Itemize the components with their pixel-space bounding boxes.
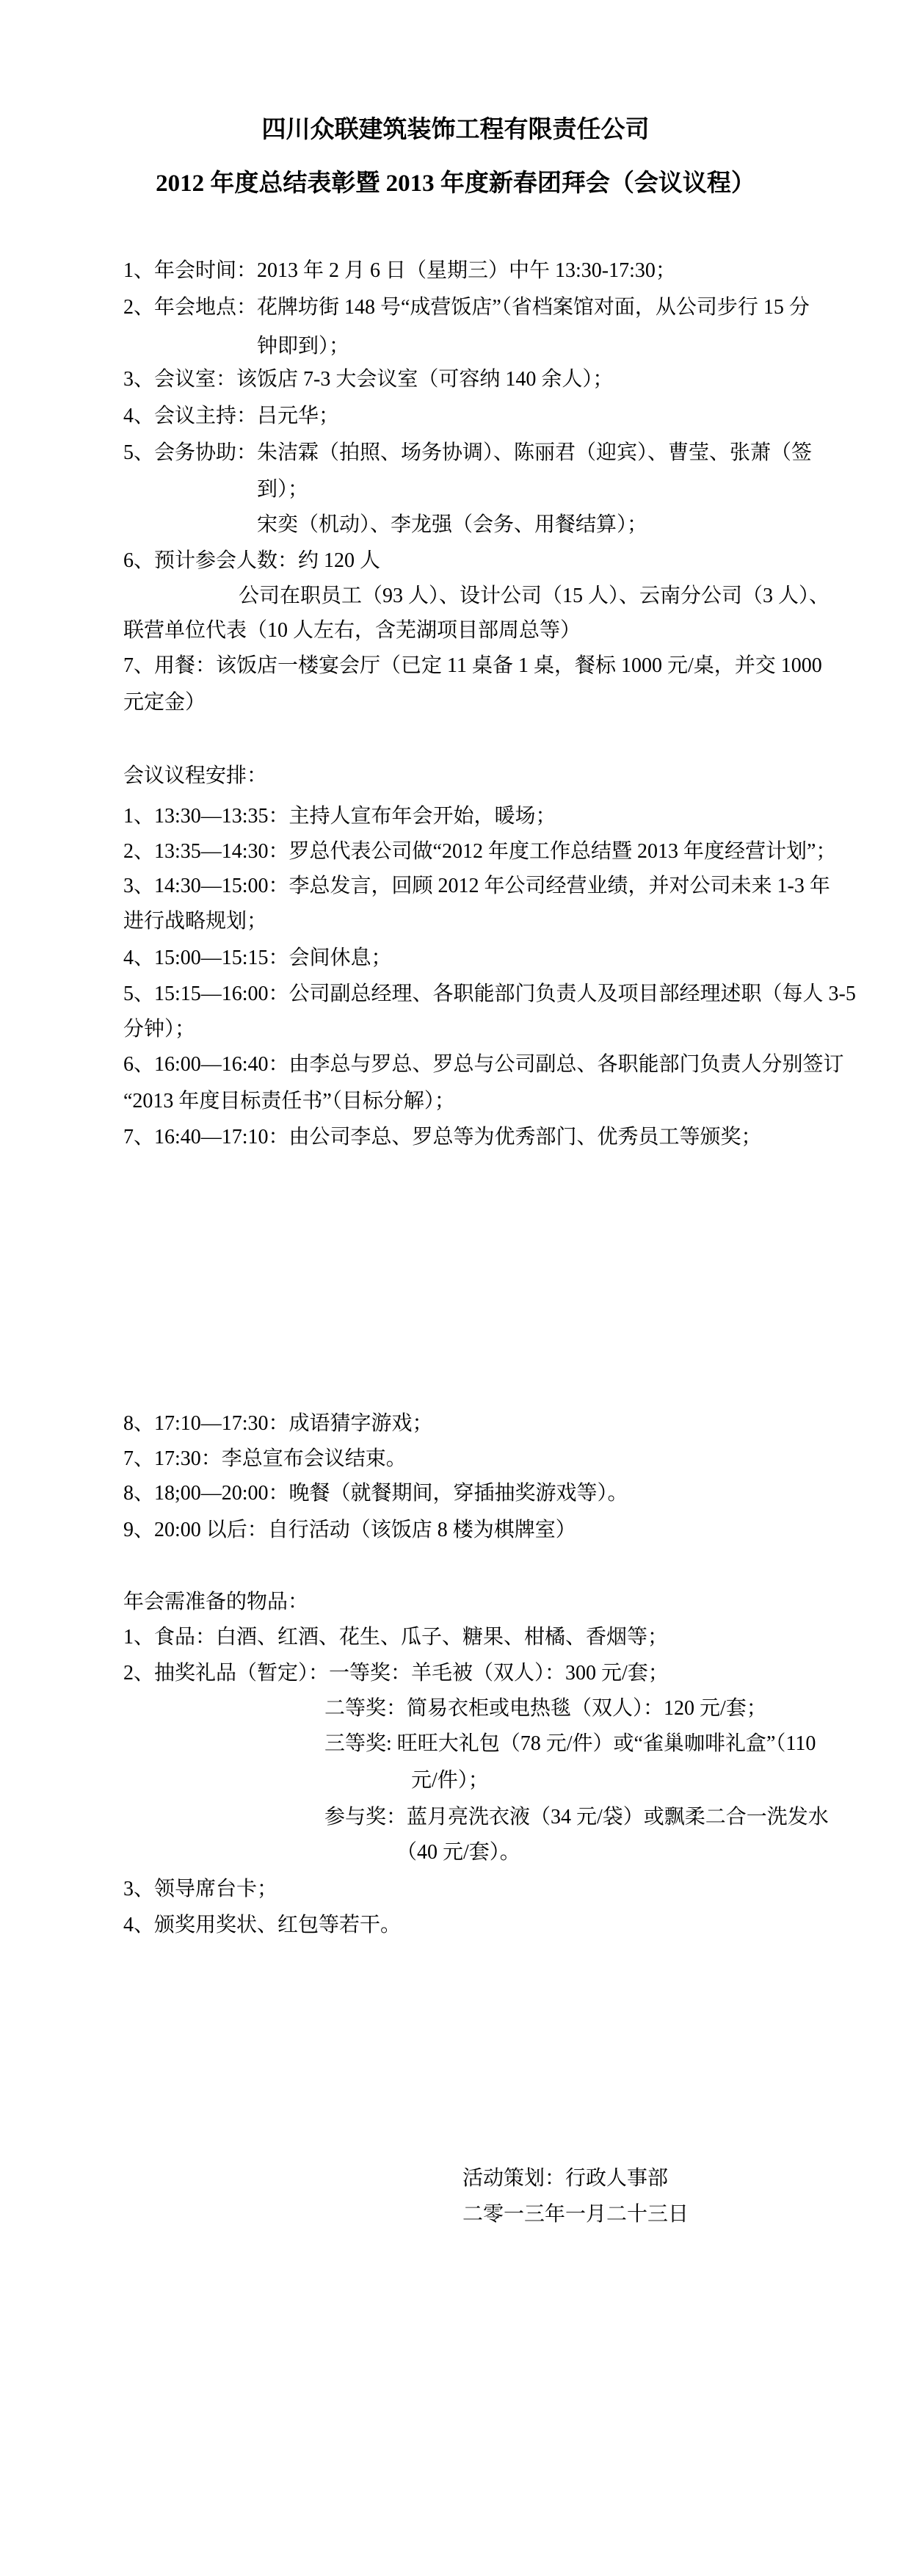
agenda-item-7-closing: 7、17:30：李总宣布会议结束。 [123,1447,407,1470]
supplies-prizes-third-wrap: 元/件）； [411,1769,489,1792]
agenda-item-5-wrap: 分钟）； [123,1018,196,1041]
agenda-item-7: 7、16:40—17:10：由公司李总、罗总等为优秀部门、优秀员工等颁奖； [123,1126,762,1148]
line-attendee-detail-2: 联营单位代表（10 人左右，含芜湖项目部周总等） [123,619,581,642]
agenda-item-9-free-time: 9、20:00 以后：自行活动（该饭店 8 楼为棋牌室） [123,1519,576,1541]
supplies-name-cards: 3、领导席台卡； [123,1878,278,1900]
line-attendee-detail-1: 公司在职员工（93 人）、设计公司（15 人）、云南分公司（3 人）、 [239,585,830,607]
supplies-certificates: 4、颁奖用奖状、红包等若干。 [123,1914,402,1936]
supplies-heading: 年会需准备的物品： [123,1591,309,1613]
supplies-food: 1、食品：白酒、红酒、花生、瓜子、糖果、柑橘、香烟等； [123,1626,669,1649]
line-dining-wrap: 元定金） [123,691,206,714]
agenda-item-3: 3、14:30—15:00：李总发言，回顾 2012 年公司经营业绩，并对公司未来 1-3 年 [123,875,830,897]
line-annual-meeting-time: 1、年会时间：2013 年 2 月 6 日（星期三）中午 13:30-17:30； [123,259,676,282]
agenda-item-6-wrap: “2013 年度目标责任书”（目标分解）； [123,1090,455,1112]
line-assistants-wrap-2: 宋奕（机动）、李龙强（会务、用餐结算）； [257,513,648,536]
footer-date: 二零一三年一月二十三日 [462,2203,689,2226]
line-venue-wrap: 钟即到）； [257,335,350,358]
line-attendee-count: 6、预计参会人数：约 120 人 [123,549,381,572]
agenda-heading: 会议议程安排： [123,764,268,787]
agenda-item-6: 6、16:00—16:40：由李总与罗总、罗总与公司副总、各职能部门负责人分别签订 [123,1053,844,1076]
agenda-item-8-dinner: 8、18;00—20:00：晚餐（就餐期间，穿插抽奖游戏等）。 [123,1482,628,1505]
supplies-prizes-participation-wrap: （40 元/套）。 [396,1841,520,1864]
supplies-prizes-second: 二等奖：简易衣柜或电热毯（双人）：120 元/套； [324,1697,767,1720]
supplies-prizes-third: 三等奖: 旺旺大礼包（78 元/件）或“雀巢咖啡礼盒”（110 [324,1732,816,1755]
line-meeting-host: 4、会议主持：吕元华； [123,405,340,427]
line-annual-meeting-venue: 2、年会地点：花牌坊街 148 号“成营饭店”（省档案馆对面，从公司步行 15 分 [123,296,810,319]
footer-planner: 活动策划：行政人事部 [462,2167,669,2190]
agenda-item-5: 5、15:15—16:00：公司副总经理、各职能部门负责人及项目部经理述职（每人 3-5 [123,983,856,1005]
company-title: 四川众联建筑装饰工程有限责任公司 [261,117,650,143]
document-subtitle: 2012 年度总结表彰暨 2013 年度新春团拜会（会议议程） [156,170,755,197]
agenda-item-1: 1、13:30—13:35：主持人宣布年会开始，暖场； [123,805,556,828]
line-meeting-assistants: 5、会务协助：朱洁霖（拍照、场务协调）、陈丽君（迎宾）、曹莹、张萧（签 [123,441,813,464]
agenda-item-4: 4、15:00—15:15：会间休息； [123,947,392,969]
agenda-item-3-wrap: 进行战略规划； [123,910,268,933]
agenda-item-8-game: 8、17:10—17:30：成语猜字游戏； [123,1412,433,1435]
supplies-prizes-participation: 参与奖：蓝月亮洗衣液（34 元/袋）或飘柔二合一洗发水 [324,1806,829,1828]
agenda-item-2: 2、13:35—14:30：罗总代表公司做“2012 年度工作总结暨 2013 年度经营计划”； [123,840,837,863]
line-dining: 7、用餐：该饭店一楼宴会厅（已定 11 桌备 1 桌，餐标 1000 元/桌，并交 1000 [123,654,822,677]
line-meeting-room: 3、会议室：该饭店 7-3 大会议室（可容纳 140 余人）； [123,368,614,391]
line-assistants-wrap-1: 到）； [257,478,309,501]
supplies-prizes-first: 2、抽奖礼品（暂定）：一等奖：羊毛被（双人）：300 元/套； [123,1662,669,1685]
